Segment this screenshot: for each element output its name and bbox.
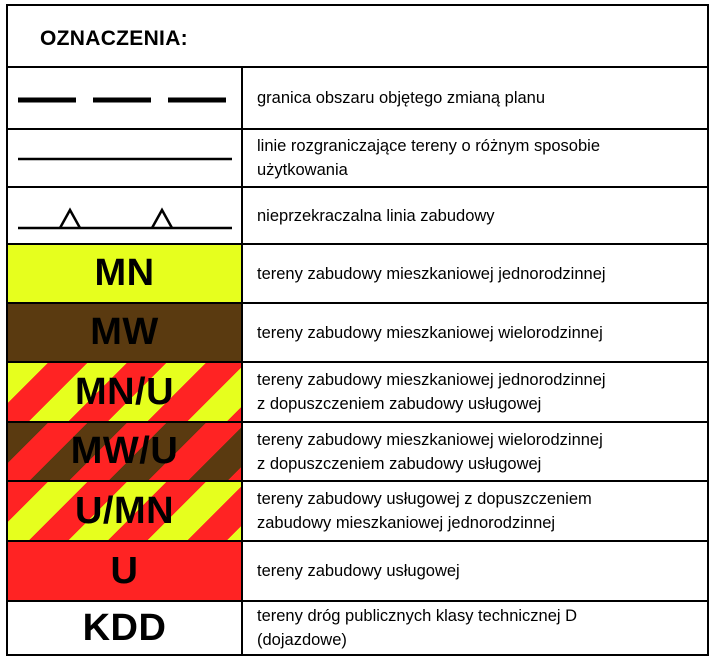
mn-swatch: [8, 245, 243, 302]
mn-u-code: MN/U: [74, 370, 175, 413]
legend-description: nieprzekraczalna linia zabudowy: [257, 206, 495, 225]
u-mn-swatch: [8, 482, 243, 540]
legend-description: linie rozgraniczające tereny o różnym sposobie użytkowania: [257, 137, 601, 179]
legend-row-mw-u: [8, 423, 707, 482]
mn-u-swatch: [8, 363, 243, 421]
legend-description: tereny zabudowy mieszkaniowej wielorodzinnej z dopuszczeniem zabudowy usługowej: [257, 430, 603, 473]
legend-description: granica obszaru objętego zmianą planu: [257, 89, 546, 107]
solid-line-symbol: [8, 130, 243, 186]
legend-row-mw: [8, 304, 707, 363]
legend-description: tereny zabudowy usługowej z dopuszczeniem zabudowy mieszkaniowej jednorodzinnej: [257, 490, 592, 532]
legend-row-mn: [8, 245, 707, 304]
building-line-symbol: [8, 188, 243, 243]
mw-u-code: MW/U: [70, 430, 179, 472]
kdd-code: KDD: [82, 606, 167, 649]
mn-code: MN: [94, 252, 155, 294]
legend-row-u-mn: [8, 482, 707, 542]
dashed-line-icon: [8, 68, 241, 128]
legend-title: OZNACZENIA:: [40, 27, 188, 50]
legend-row-u: [8, 542, 707, 602]
solid-line-icon: [8, 130, 241, 186]
dashed-line-symbol: [8, 68, 243, 128]
legend-row-mn-u: [8, 363, 707, 423]
u-mn-code: U/MN: [74, 489, 175, 532]
legend-table: [6, 4, 709, 656]
legend-row-building-line: [8, 188, 707, 245]
mw-swatch: [8, 304, 243, 361]
legend-description: tereny zabudowy usługowej: [257, 562, 460, 580]
legend-title-row: [8, 6, 707, 68]
legend-description: tereny zabudowy mieszkaniowej jednorodzinnej z dopuszczeniem zabudowy usługowej: [257, 371, 606, 413]
triangle-line-icon: [8, 188, 241, 243]
kdd-swatch: [8, 602, 243, 654]
legend-row-dividing-lines: [8, 130, 707, 188]
u-code: U: [110, 549, 139, 592]
legend-description: tereny zabudowy mieszkaniowej wielorodzinnej: [257, 323, 603, 342]
legend-row-kdd: [8, 602, 707, 654]
legend-description: tereny dróg publicznych klasy technicznej D (dojazdowe): [257, 607, 578, 649]
legend-description: tereny zabudowy mieszkaniowej jednorodzinnej: [257, 264, 606, 283]
legend-row-plan-boundary: [8, 68, 707, 130]
mw-u-swatch: [8, 423, 243, 480]
mw-code: MW: [90, 311, 159, 353]
u-swatch: [8, 542, 243, 600]
